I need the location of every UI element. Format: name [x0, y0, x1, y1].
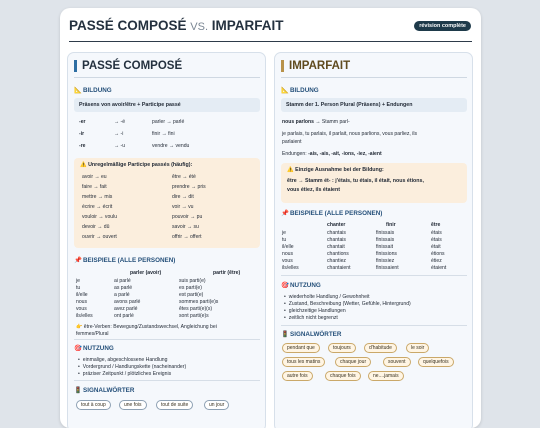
header-divider	[69, 41, 472, 42]
table-cell: chantais	[327, 230, 346, 236]
traffic-light-icon: 🚦	[74, 387, 82, 394]
table-cell: a parlé	[114, 292, 130, 298]
table-cell: sommes parti(e)s	[179, 299, 219, 305]
irregular-item: faire → fait	[82, 184, 107, 190]
table-cell: chantiez	[327, 258, 346, 264]
table-cell: finissaient	[376, 265, 399, 271]
signal-tag: souvent	[383, 357, 411, 367]
exception-box	[281, 163, 467, 203]
table-cell: êtes parti(e)(s)	[179, 306, 213, 312]
bildung-heading	[74, 86, 112, 94]
table-cell: finissais	[376, 230, 395, 236]
examples-heading	[281, 209, 382, 217]
irregular-item: prendre → pris	[172, 184, 206, 190]
bildung-rule: Stamm der 1. Person Plural (Präsens) + Endungen	[281, 98, 467, 112]
exception-line: vous étiez, ils étaient	[287, 187, 340, 193]
ending-ir-example: finir → fini	[152, 131, 175, 137]
signal-tag: ne....jamais	[368, 371, 404, 381]
revision-sheet	[60, 8, 481, 428]
usage-item: • zeitlich nicht begrenzt	[284, 315, 338, 321]
page-title	[69, 18, 284, 33]
irregular-box	[74, 158, 260, 248]
examples-heading-text: BEISPIELE (ALLE PERSONEN)	[83, 257, 176, 264]
signals-heading	[74, 386, 134, 394]
table-header: partir (être)	[213, 270, 241, 276]
warning-icon: ⚠️	[80, 162, 87, 168]
usage-heading-text: NUTZUNG	[83, 345, 114, 352]
card-divider	[74, 77, 260, 78]
table-header: être	[431, 222, 441, 228]
irregular-item: dire → dit	[172, 194, 194, 200]
ending-er: -er	[79, 119, 86, 125]
table-cell: chantions	[327, 251, 349, 257]
title-vs: VS.	[190, 21, 209, 33]
section-divider	[74, 339, 260, 340]
pointing-hand-icon: 👉	[76, 324, 83, 330]
target-icon: 🎯	[74, 345, 82, 352]
stem-bold: nous parlons	[282, 119, 314, 125]
warning-icon: ⚠️	[287, 167, 294, 173]
revision-badge: révision complète	[414, 21, 471, 31]
table-cell: suis parti(e)	[179, 278, 206, 284]
ending-re-arrow: → -u	[114, 143, 126, 149]
table-cell: as parlé	[114, 285, 133, 291]
note-line: femmes/Plural	[76, 331, 109, 337]
irregular-item: ouvrir → ouvert	[82, 234, 117, 240]
irregular-item: vouloir → voulu	[82, 214, 118, 220]
irregular-item: avoir → eu	[82, 174, 107, 180]
table-cell: je	[282, 230, 286, 236]
note-line: être-Verben: Bewegung/Zustandswechsel, Angleichung bei	[83, 324, 217, 330]
table-header: chanter	[327, 222, 346, 228]
stem-rest: → Stamm parl-	[313, 119, 350, 125]
irregular-item: pouvoir → pu	[172, 214, 203, 220]
signal-tag: chaque fois	[325, 371, 361, 381]
signal-tag: une fois	[119, 400, 147, 410]
usage-item: • wiederholte Handlung / Gewohnheit	[284, 294, 370, 300]
irregular-title	[80, 162, 192, 168]
table-cell: tu	[76, 285, 81, 291]
table-cell: nous	[76, 299, 88, 305]
table-cell: sont parti(e)s	[179, 313, 209, 319]
ending-ir-arrow: → -i	[114, 131, 124, 137]
table-cell: ils/elles	[282, 265, 299, 271]
pin-icon: 📌	[74, 257, 82, 264]
passe-compose-title: PASSÉ COMPOSÉ	[74, 60, 182, 72]
usage-item: • Zustand, Beschreibung (Wetter, Gefühle, Hintergrund)	[284, 301, 411, 307]
signals-heading-text: SIGNALWÖRTER	[290, 331, 342, 338]
table-cell: nous	[282, 251, 294, 257]
table-cell: finissais	[376, 237, 395, 243]
ruler-triangle-icon: 📐	[281, 87, 289, 94]
traffic-light-icon: 🚦	[281, 331, 289, 338]
ending-er-example: parler → parlé	[152, 119, 185, 125]
stem-line	[282, 119, 350, 125]
signals-heading-text: SIGNALWÖRTER	[83, 387, 135, 394]
bildung-heading-text: BILDUNG	[290, 87, 319, 94]
table-cell: ils/elles	[76, 313, 93, 319]
table-cell: vous	[76, 306, 87, 312]
table-cell: étais	[431, 230, 442, 236]
examples-heading	[74, 256, 175, 264]
imparfait-title: IMPARFAIT	[281, 60, 350, 72]
irregular-item: écrire → écrit	[82, 204, 113, 210]
table-cell: je	[76, 278, 80, 284]
table-cell: ont parlé	[114, 313, 134, 319]
irregular-item: voir → vu	[172, 204, 194, 210]
section-divider	[281, 325, 467, 326]
signal-tag: toujours	[328, 343, 356, 353]
table-cell: étiez	[431, 258, 442, 264]
signal-tag: quelquefois	[418, 357, 454, 367]
ending-re-example: vendre → vendu	[152, 143, 190, 149]
irregular-item: mettre → mis	[82, 194, 113, 200]
irregular-item: offrir → offert	[172, 234, 202, 240]
table-cell: chantaient	[327, 265, 351, 271]
table-cell: ai parlé	[114, 278, 131, 284]
passe-compose-card	[67, 52, 266, 428]
exception-title	[287, 167, 384, 173]
etre-verbs-note	[76, 324, 217, 330]
imparfait-card	[274, 52, 473, 428]
signal-tag: d'habitude	[364, 343, 397, 353]
irregular-item: devoir → dû	[82, 224, 110, 230]
usage-heading	[74, 344, 114, 352]
irregular-item: être → été	[172, 174, 196, 180]
usage-heading	[281, 281, 321, 289]
endings-label: Endungen:	[282, 151, 309, 157]
table-cell: chantais	[327, 237, 346, 243]
table-cell: étais	[431, 237, 442, 243]
title-passe-compose: PASSÉ COMPOSÉ	[69, 18, 187, 33]
signal-tag: un jour	[204, 400, 229, 410]
usage-item: • gleichzeitige Handlungen	[284, 308, 346, 314]
signal-tag: chaque jour	[335, 357, 371, 367]
title-imparfait: IMPARFAIT	[211, 18, 284, 33]
table-cell: finissait	[376, 244, 393, 250]
section-divider	[74, 380, 260, 381]
examples-heading-text: BEISPIELE (ALLE PERSONEN)	[290, 210, 383, 217]
table-cell: vous	[282, 258, 293, 264]
table-cell: avons parlé	[114, 299, 141, 305]
ending-ir: -ir	[79, 131, 85, 137]
table-cell: étaient	[431, 265, 447, 271]
bildung-heading	[281, 86, 319, 94]
table-cell: finissiez	[376, 258, 395, 264]
usage-item: • einmalige, abgeschlossene Handlung	[78, 357, 167, 363]
signal-tag: tous les matins	[282, 357, 325, 367]
table-header: parler (avoir)	[130, 270, 162, 276]
table-header: finir	[386, 222, 396, 228]
ruler-triangle-icon: 📐	[74, 87, 82, 94]
signal-tag: autre fois	[282, 371, 313, 381]
usage-heading-text: NUTZUNG	[290, 282, 321, 289]
section-divider	[281, 275, 467, 276]
exception-line: être → Stamm ét- : j'étais, tu étais, il était, nous étions,	[287, 178, 424, 184]
card-divider	[281, 77, 467, 78]
table-cell: est parti(e)	[179, 292, 204, 298]
table-cell: avez parlé	[114, 306, 138, 312]
table-cell: finissions	[376, 251, 397, 257]
pin-icon: 📌	[281, 210, 289, 217]
irregular-item: savoir → su	[172, 224, 199, 230]
ending-re: -re	[79, 143, 86, 149]
endings-value: -ais, -ais, -ait, -ions, -iez, -aient	[308, 151, 382, 157]
signal-tag: tout à coup	[76, 400, 111, 410]
ending-er-arrow: → -é	[114, 119, 126, 125]
signals-heading	[281, 330, 341, 338]
bildung-rule: Präsens von avoir/être + Participe passé	[74, 98, 260, 112]
signal-tag: le soir	[406, 343, 429, 353]
page-header	[60, 8, 481, 40]
table-cell: il/elle	[282, 244, 294, 250]
endings-line	[282, 151, 382, 157]
forms-line: je parlais, tu parlais, il parlait, nous parlions, vous parliez, ils	[282, 131, 418, 137]
table-cell: chantait	[327, 244, 345, 250]
table-cell: tu	[282, 237, 287, 243]
signal-tag: tout de suite	[156, 400, 193, 410]
exception-title-text: Einzige Ausnahme bei der Bildung:	[295, 167, 384, 173]
signal-tag: pendant que	[282, 343, 320, 353]
target-icon: 🎯	[281, 282, 289, 289]
usage-item: • präziser Zeitpunkt / plötzliches Ereignis	[78, 371, 171, 377]
table-cell: il/elle	[76, 292, 88, 298]
irregular-title-text: Unregelmäßige Participe passés (häufig):	[88, 162, 193, 168]
usage-item: • Vordergrund / Handlungskette (nacheinander)	[78, 364, 186, 370]
table-cell: es parti(e)	[179, 285, 202, 291]
bildung-heading-text: BILDUNG	[83, 87, 112, 94]
table-cell: étions	[431, 251, 445, 257]
table-cell: était	[431, 244, 441, 250]
forms-line: parlaient	[282, 139, 302, 145]
